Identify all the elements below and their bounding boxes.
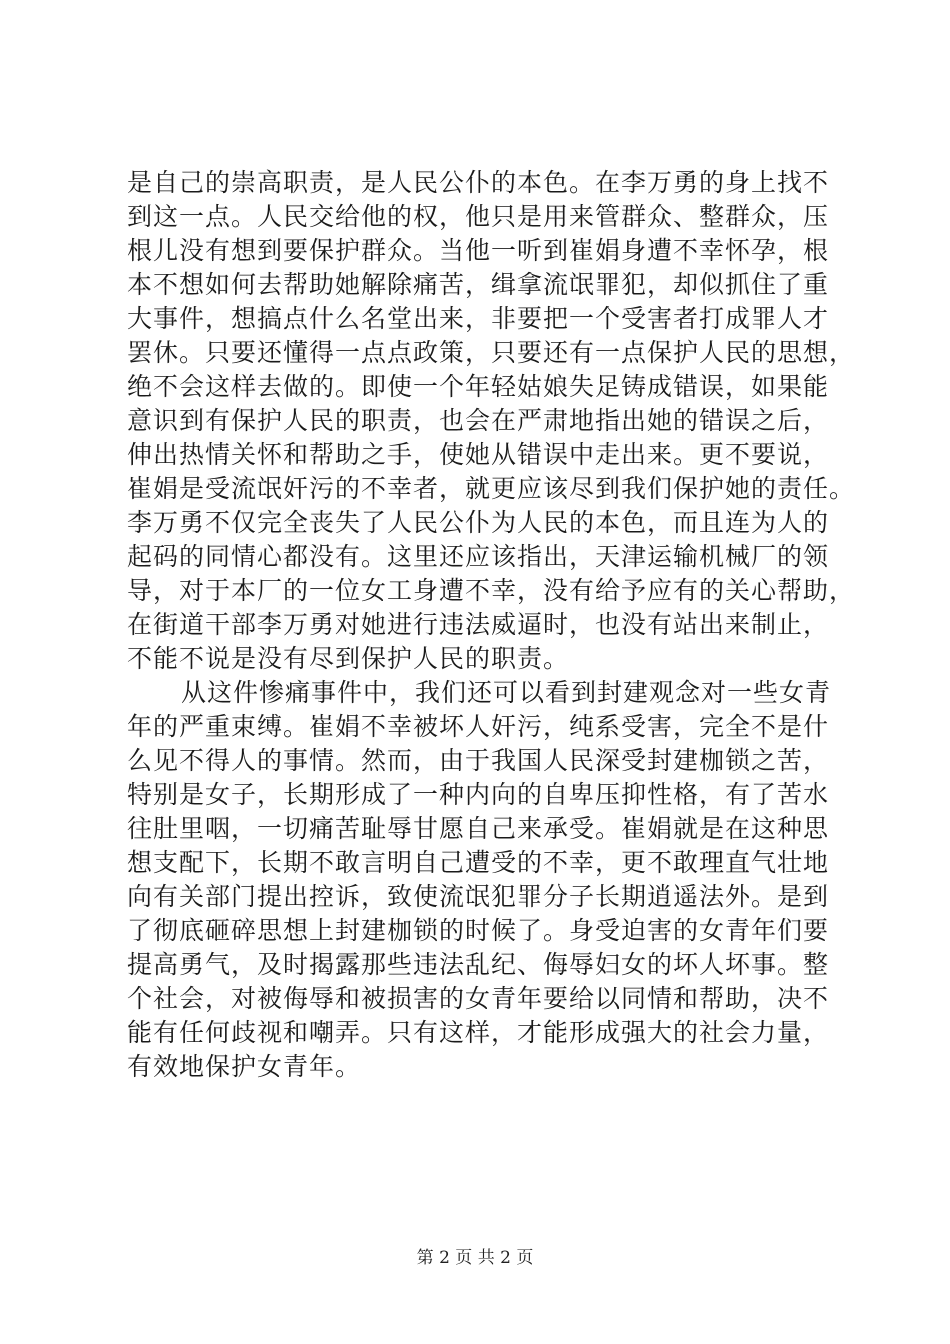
text-line: 从这件惨痛事件中，我们还可以看到封建观念对一些女青 (181, 678, 832, 707)
text-line: 么见不得人的事情。然而，由于我国人民深受封建枷锁之苦， (127, 746, 830, 775)
paragraph-2 (127, 676, 857, 1084)
text-line: 到这一点。人民交给他的权，他只是用来管群众、整群众，压 (127, 202, 830, 231)
text-line: 往肚里咽，一切痛苦耻辱甘愿自己来承受。崔娟就是在这种思 (127, 814, 830, 843)
page-number-footer: 第 2 页 共 2 页 (416, 1248, 534, 1268)
text-line: 本不想如何去帮助她解除痛苦，缉拿流氓罪犯，却似抓住了重 (127, 270, 830, 299)
text-line: 罢休。只要还懂得一点点政策，只要还有一点保护人民的思想， (127, 338, 856, 367)
text-line: 导，对于本厂的一位女工身遭不幸，没有给予应有的关心帮助， (127, 576, 856, 605)
text-line: 是自己的崇高职责，是人民公仆的本色。在李万勇的身上找不 (127, 168, 830, 197)
document-body (127, 166, 857, 1084)
text-line: 想支配下，长期不敢言明自己遭受的不幸，更不敢理直气壮地 (127, 848, 830, 877)
text-line: 根儿没有想到要保护群众。当他一听到崔娟身遭不幸怀孕，根 (127, 236, 830, 265)
text-line: 绝不会这样去做的。即使一个年轻姑娘失足铸成错误，如果能 (127, 372, 830, 401)
text-line: 李万勇不仅完全丧失了人民公仆为人民的本色，而且连为人的 (127, 508, 830, 537)
text-line: 意识到有保护人民的职责，也会在严肃地指出她的错误之后， (127, 406, 830, 435)
text-line: 大事件，想搞点什么名堂出来，非要把一个受害者打成罪人才 (127, 304, 830, 333)
text-line: 了彻底砸碎思想上封建枷锁的时候了。身受迫害的女青年们要 (127, 916, 830, 945)
text-line: 提高勇气，及时揭露那些违法乱纪、侮辱妇女的坏人坏事。整 (127, 950, 830, 979)
text-line: 向有关部门提出控诉，致使流氓犯罪分子长期逍遥法外。是到 (127, 882, 830, 911)
text-line: 伸出热情关怀和帮助之手，使她从错误中走出来。更不要说， (127, 440, 830, 469)
text-line: 特别是女子，长期形成了一种内向的自卑压抑性格，有了苦水 (127, 780, 830, 809)
text-line: 起码的同情心都没有。这里还应该指出，天津运输机械厂的领 (127, 542, 830, 571)
text-line: 能有任何歧视和嘲弄。只有这样，才能形成强大的社会力量， (127, 1018, 830, 1047)
text-line: 有效地保护女青年。 (127, 1052, 362, 1081)
text-line: 个社会，对被侮辱和被损害的女青年要给以同情和帮助，决不 (127, 984, 830, 1013)
text-line: 年的严重束缚。崔娟不幸被坏人奸污，纯系受害，完全不是什 (127, 712, 830, 741)
text-line: 在街道干部李万勇对她进行违法威逼时，也没有站出来制止， (127, 610, 830, 639)
text-line: 不能不说是没有尽到保护人民的职责。 (127, 644, 570, 673)
text-line: 崔娟是受流氓奸污的不幸者，就更应该尽到我们保护她的责任。 (127, 474, 856, 503)
paragraph-1 (127, 166, 857, 676)
